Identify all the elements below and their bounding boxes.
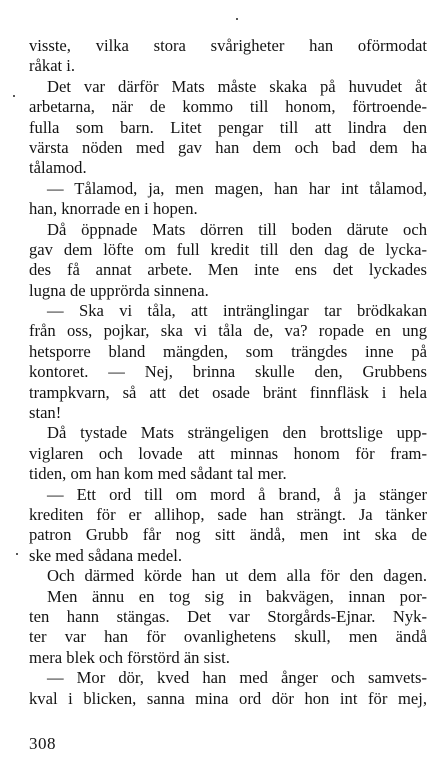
text-line: tålamod.	[29, 158, 87, 178]
text-line: ten hann stängas. Det var Storgårds-Ejnar. Nyk-	[29, 606, 427, 626]
text-line: patron Grubb får nog sitt ändå, men int ska de	[29, 525, 427, 545]
text-line: krediten för er allihop, sade han strängt. Ja tänker	[29, 504, 427, 524]
text-line: — Ett ord till om mord å brand, å ja stänger	[47, 484, 427, 504]
print-speck	[13, 95, 15, 97]
print-speck	[236, 18, 238, 20]
text-line: kontoret. — Nej, brinna skulle den, Grubbens	[29, 362, 427, 382]
text-line: mera blek och förstörd än sist.	[29, 647, 230, 667]
text-line: Då tystade Mats strängeligen den brottslige upp-	[47, 423, 427, 443]
body-text	[29, 36, 427, 709]
text-line: hetsporre bland mängden, som trängdes inne på	[29, 341, 427, 361]
text-line: — Ska vi tåla, att intränglingar tar brödkakan	[47, 301, 427, 321]
text-line: ter var han för ovanlighetens skull, men ändå	[29, 627, 427, 647]
text-line: fulla som barn. Litet pengar till att lindra den	[29, 117, 427, 137]
text-line: stan!	[29, 403, 62, 423]
text-line: trampkvarn, så att det osade bränt finnfläsk i hela	[29, 382, 427, 402]
text-line: tiden, om han kom med sådant tal mer.	[29, 464, 287, 484]
text-line: råkat i.	[29, 56, 76, 76]
text-line: gav dem löfte om full kredit till den dag de lycka-	[29, 239, 427, 259]
text-line: des få annat arbete. Men inte ens det lyckades	[29, 260, 427, 280]
text-line: — Mor dör, kved han med ånger och samvets-	[47, 668, 427, 688]
text-line: arbetarna, när de kommo till honom, förtroende-	[29, 97, 427, 117]
text-line: visste, vilka stora svårigheter han oförmodat	[29, 36, 427, 55]
text-line: från oss, pojkar, ska vi tåla de, va? ropade en ung	[29, 321, 427, 341]
text-line: värsta nöden med gav han dem och bad dem ha	[29, 137, 427, 157]
text-line: han, knorrade en i hopen.	[29, 199, 198, 219]
page-number: 308	[29, 734, 56, 753]
text-line: lugna de upprörda sinnena.	[29, 280, 209, 300]
text-line: — Tålamod, ja, men magen, han har int tålamod,	[47, 178, 427, 198]
text-line: ske med sådana medel.	[29, 545, 182, 565]
text-line: Då öppnade Mats dörren till boden därute och	[47, 219, 427, 239]
text-line: Det var därför Mats måste skaka på huvudet åt	[47, 76, 427, 96]
text-line: Och därmed körde han ut dem alla för den dagen.	[47, 566, 427, 586]
text-line: Men ännu en tog sig in bakvägen, innan por-	[47, 586, 427, 606]
print-speck	[16, 553, 18, 555]
text-line: kval i blicken, sanna mina ord dör hon int för mej,	[29, 688, 427, 708]
text-line: viglaren och lovade att minnas honom för fram-	[29, 443, 427, 463]
